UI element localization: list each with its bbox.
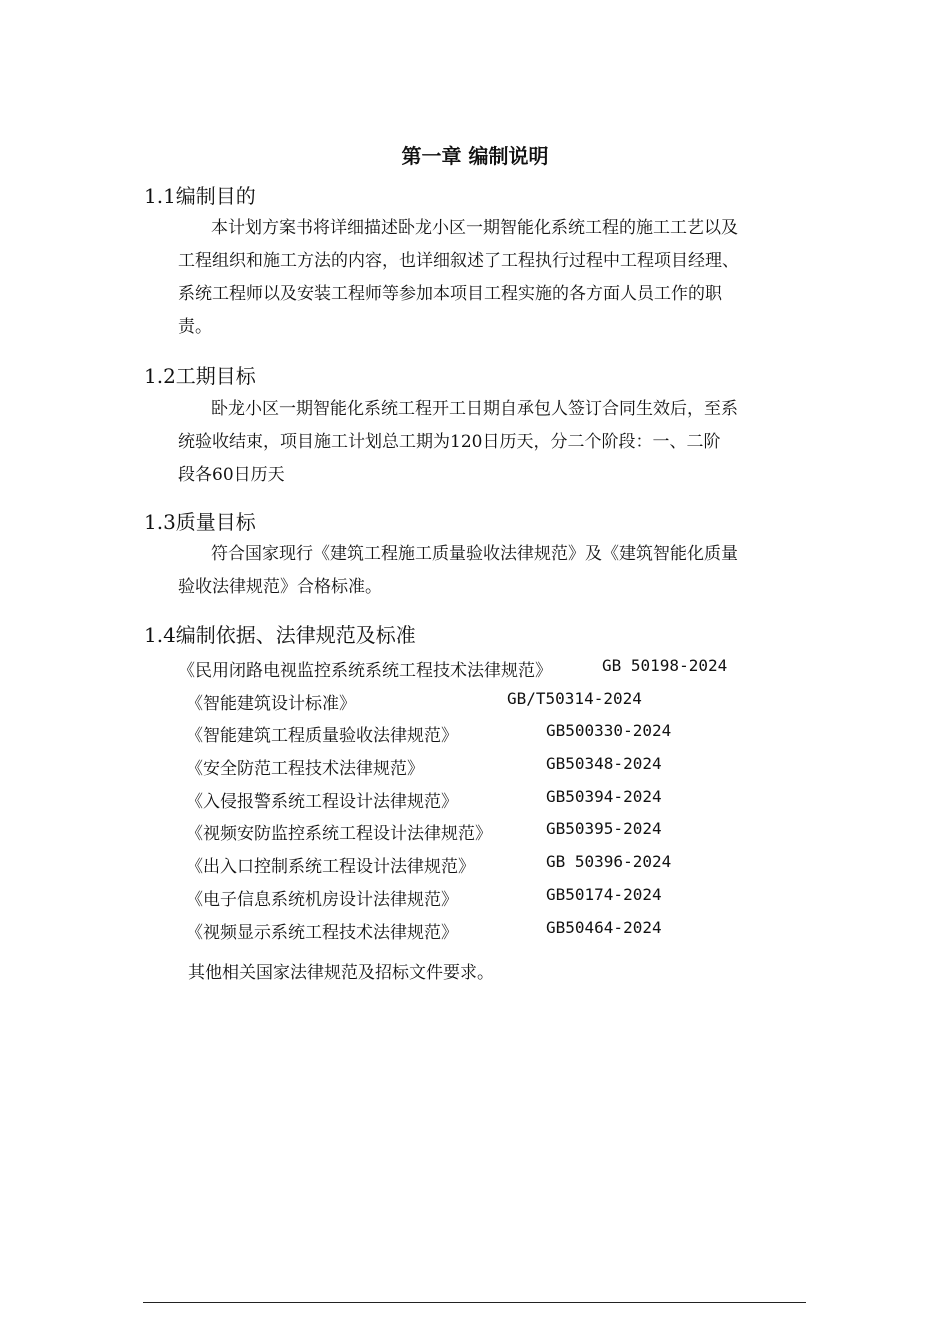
- section-heading-1-4: 1.4编制依据、法律规范及标准: [144, 623, 416, 647]
- reference-title: 《民用闭路电视监控系统系统工程技术法律规范》: [178, 661, 552, 681]
- reference-code: GB50395-2024: [546, 819, 662, 839]
- reference-row: [178, 750, 798, 783]
- reference-title: 《出入口控制系统工程设计法律规范》: [186, 857, 475, 878]
- reference-row: [178, 848, 798, 881]
- paragraph-line: 卧龙小区一期智能化系统工程开工日期自承包人签订合同生效后，至系: [211, 399, 738, 419]
- section-heading-1-2: 1.2工期目标: [144, 364, 256, 388]
- reference-title: 《电子信息系统机房设计法律规范》: [186, 889, 458, 910]
- reference-title: 《视频安防监控系统工程设计法律规范》: [186, 824, 492, 845]
- reference-list: [178, 652, 798, 946]
- reference-row: [178, 717, 798, 750]
- reference-row: [178, 652, 798, 685]
- paragraph-line: 统验收结束，项目施工计划总工期为120日历天，分二个阶段：一、二阶: [178, 432, 721, 452]
- section-heading-1-3: 1.3质量目标: [144, 510, 256, 534]
- reference-title: 《安全防范工程技术法律规范》: [186, 759, 424, 780]
- paragraph-line: 段各60日历天: [178, 465, 285, 485]
- section-paragraph-1-3: [178, 538, 818, 604]
- section-heading-1-1: 1.1编制目的: [144, 184, 256, 208]
- section-paragraph-1-1: [178, 212, 818, 344]
- reference-code: GB500330-2024: [546, 721, 672, 741]
- reference-row: [178, 783, 798, 816]
- reference-title: 《智能建筑设计标准》: [186, 693, 356, 714]
- chapter-title: 第一章 编制说明: [401, 144, 549, 168]
- reference-code: GB/T50314-2024: [507, 688, 642, 708]
- section-paragraph-1-2: [178, 393, 818, 492]
- reference-row: [178, 881, 798, 914]
- paragraph-line: 工程组织和施工方法的内容，也详细叙述了工程执行过程中工程项目经理、: [178, 251, 739, 271]
- paragraph-line: 责。: [178, 317, 212, 337]
- footer-divider: [143, 1302, 806, 1303]
- reference-row: [178, 685, 798, 718]
- reference-title: 《入侵报警系统工程设计法律规范》: [186, 791, 458, 812]
- reference-code: GB50174-2024: [546, 884, 662, 904]
- reference-title: 《视频显示系统工程技术法律规范》: [186, 922, 458, 943]
- paragraph-line: 验收法律规范》合格标准。: [178, 577, 382, 597]
- reference-code: GB 50198-2024: [602, 656, 728, 675]
- paragraph-line: 本计划方案书将详细描述卧龙小区一期智能化系统工程的施工工艺以及: [211, 218, 738, 238]
- reference-title: 《智能建筑工程质量验收法律规范》: [186, 726, 458, 747]
- reference-code: GB 50396-2024: [546, 852, 672, 872]
- paragraph-line: 符合国家现行《建筑工程施工质量验收法律规范》及《建筑智能化质量: [211, 544, 738, 564]
- reference-code: GB50464-2024: [546, 917, 662, 937]
- paragraph-line: 系统工程师以及安装工程师等参加本项目工程实施的各方面人员工作的职: [178, 284, 722, 304]
- closing-note: 其他相关国家法律规范及招标文件要求。: [188, 963, 494, 983]
- reference-code: GB50348-2024: [546, 754, 662, 774]
- reference-row: [178, 815, 798, 848]
- reference-code: GB50394-2024: [546, 786, 662, 806]
- reference-row: [178, 914, 798, 947]
